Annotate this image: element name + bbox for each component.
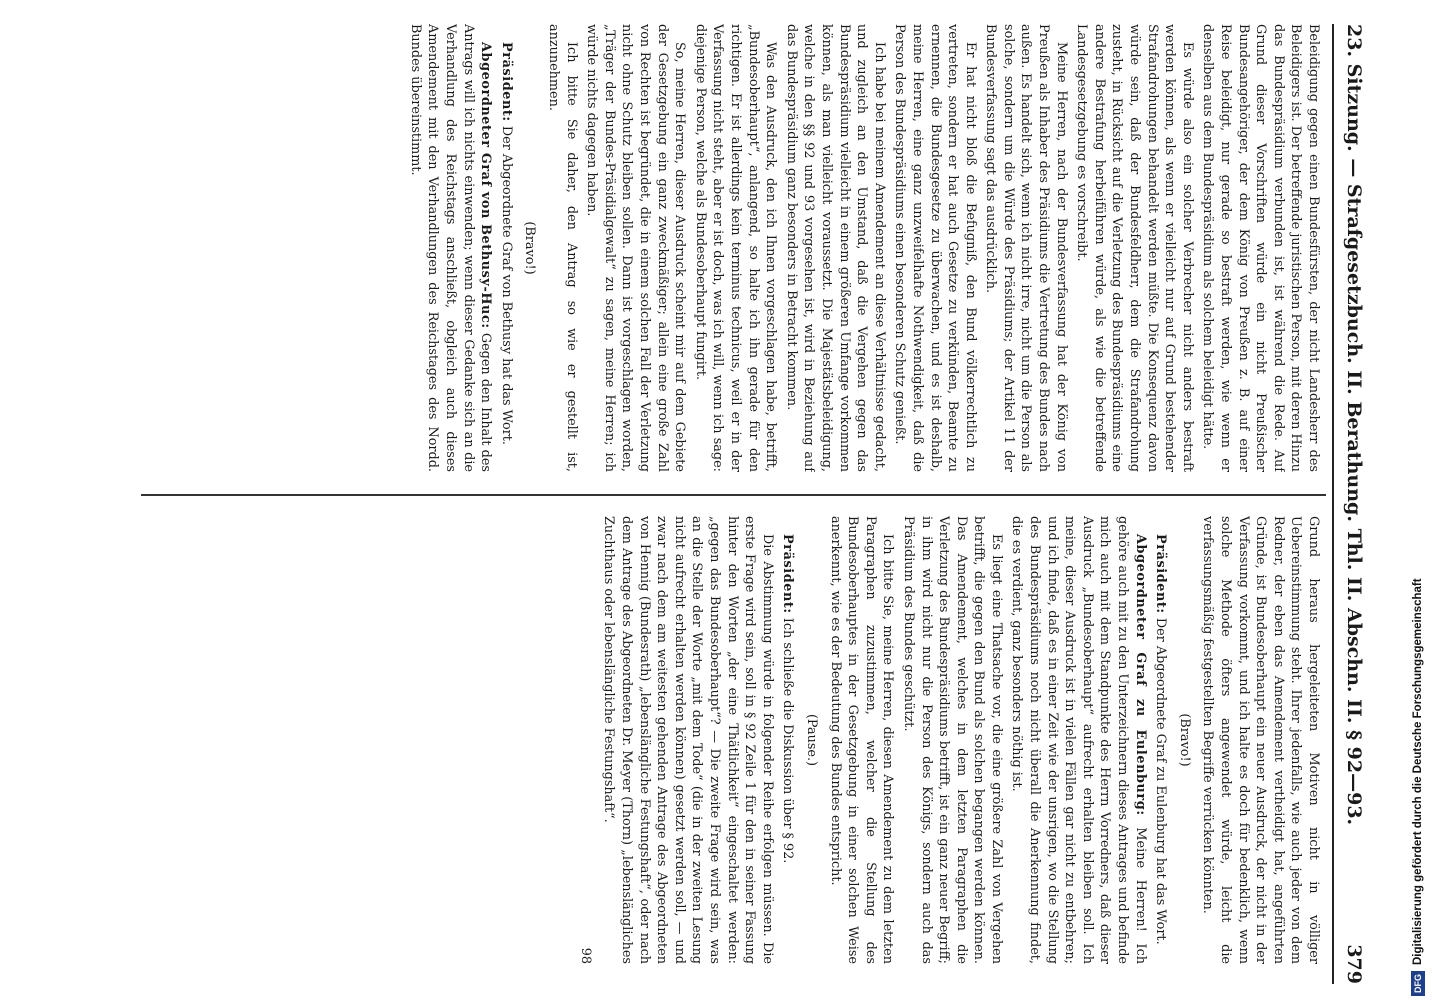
- speaker-name: Abgeordneter Graf zu Eulenburg:: [1132, 534, 1148, 816]
- paragraph: Ich habe bei meinem Amendement an diese Verhältnisse gedacht, und zugleich an den Umstand, daß die Vergehen gegen das Bundespräsidium vielleicht in einem größeren Umfange vorkommen können, als man vielleicht voraussetzt. Die Majestätsbeleidigung, welche in den §§ 92 und 93 vorgesehen ist, wird in Beziehung auf das Bundespräsidium ganz besonders in Betracht kommen.: [783, 24, 887, 472]
- paragraph: Es würde also ein solcher Verbrecher nicht anders bestraft werden können, als wenn er vielleicht nur auf Grund bestehender Strafandrohungen behandelt werden müßte. Die Konsequenz davon würde sein, daß der Bundesfeldherr, dem die Strafandrohung zusteht, in Rücksicht auf die Verletzung des Bundespräsidiums eine andere Bestrafung herbeiführen würde, als wie die betreffende Landesgesetzgebung es vorschreibt.: [1074, 24, 1195, 472]
- interjection: (Bravo!): [1176, 713, 1192, 767]
- speaker-name: Präsident:: [780, 534, 796, 614]
- speech-text: Meine Herren! Ich gehöre auch mit zu den Unterzeichnern dieses Antrages und befinde mich auch mit dem Standpunkte des Herrn Vorredners, daß dieser Ausdruck „Bundesoberhaupt“ aufrecht erhalten bleiben soll. Ich meine, dieser Ausdruck ist in vielen Fällen gar nicht zu entbehren; und ich finde, daß es in einer Zeit wie der unsrigen, wo die Stellung des Bundespräsidiums noch nicht überall die Anerkennung findet, die es verdient, ganz besonders nöthig ist.: [1009, 516, 1148, 964]
- paragraph: Was den Ausdruck, den ich Ihnen vorgeschlagen habe, betrifft, „Bundesoberhaupt“, anlangend, so halte ich ihn gerade für den richtigen. Er ist allerdings kein terminus technicus, weil er in der Verfassung nicht steht, aber er ist doch, was ich will, wenn ich sage: diejenige Person, welche als Bundesoberhaupt fungirt.: [692, 24, 779, 472]
- speaker-paragraph: [406, 24, 494, 472]
- header-rule: [1332, 24, 1334, 984]
- paragraph: So, meine Herren, dieser Ausdruck scheint mir auf dem Gebiete der Gesetzgebung ein ganz zweckmäßiger; allein eine große Zahl von Rechten ist begründet, die in einem solchen Fall der Verletzung nicht ohne Schutz bleiben sollen. Dann ist vorgeschlagen worden, „Träger der Bundes-Präsidialgewalt“ zu sagen, meine Herren; ich würde nichts dagegen haben.: [584, 24, 688, 472]
- interjection: (Bravo!): [522, 221, 538, 275]
- dfg-logo-icon: DFG: [1411, 971, 1425, 996]
- speech-text: Der Abgeordnete Graf zu Eulenburg hat das Wort.: [1153, 613, 1169, 945]
- paragraph: Beleidigung gegen einen Bundesfürsten, der nicht Landesherr des Beleidigers ist. Der betreffende juristischen Person, mit deren Hinzu das Bundespräsidium verbunden ist, ist während die Rede. Auf Grund dieser Vorschriften würde ein nicht Preußischer Bundesangehöriger, der dem König von Preußen z. B. auf einer Reise beleidigt, nur gerade so bestraft werden, wie wenn er denselben aus dem Bundespräsidium als solchem beleidigt hätte.: [1200, 24, 1321, 472]
- signature-mark: 98: [577, 947, 593, 964]
- digitization-credit: [1407, 0, 1429, 996]
- paragraph: Die Abstimmung würde in folgender Reihe erfolgen müssen. Die erste Frage wird sein, soll in § 92 Zeile 1 für den in seiner Fassung hinter den Worten „der eine Thätlichkeit“ eingeschaltet werden: „gegen das Bundesoberhaupt“? — Die zweite Frage wird sein, was an die Stelle der Worte „mit dem Tode“ (die in der zweiten Lesung nicht aufrecht erhalten werden können) gesetzt werden soll, — und zwar nach dem am weitesten gehenden Antrage des Abgeordneten von Hennig (Bundesrath) „lebenslängliche Festungshaft“, oder nach dem Antrage des Abgeordneten Dr. Meyer (Thorn) „lebenslängliches Zuchthaus oder lebenslängliche Festungshaft“.: [601, 516, 775, 964]
- page-number: 379: [1343, 944, 1365, 984]
- speaker-name: Präsident:: [498, 42, 514, 122]
- paragraph: Ich bitte Sie, meine Herren, diesen Amendement zu dem letzten Paragraphen zuzustimmen, welcher die Stellung des Bundesoberhauptes in der Gesetzgebung in einer solchen Weise anerkennt, wie es der Bedeutung des Bundes entspricht.: [827, 516, 896, 964]
- rotated-page-content: [82, 24, 1372, 984]
- left-column: [142, 24, 1322, 472]
- paragraph: Grund heraus hergeleiteten Motiven nicht in völliger Uebereinstimmung steht. Ihrer jedenfalls, wie auch jeder von dem Redner, der eben das Amendement vertheidigt hat, angeführten Gründe, ist Bundesoberhaupt ein neuer Ausdruck, der nicht in der Verfassung vorkommt, und ich halte es doch für bedenklich, wenn solche Methode öfters angewendet würde, leicht die verfassungsmäßig festgestellten Begriffe verrücken könnten.: [1200, 516, 1321, 964]
- speaker-paragraph: [1152, 516, 1170, 964]
- interjection: (Pause.): [803, 713, 819, 767]
- paragraph: Meine Herren, nach der Bundesverfassung hat der König von Preußen als Inhaber des Präsidiums die Vertretung des Bundes nach außen. Es handelt sich, wenn ich nicht irre, nicht um die Person als solche, sondern um die Würde des Präsidiums; der Artikel 11 der Bundesverfassung sagt das ausdrücklich.: [983, 24, 1069, 472]
- speech-text: Der Abgeordnete Graf von Bethusy hat das Wort.: [498, 121, 514, 445]
- right-column: [142, 516, 1322, 964]
- paragraph: Er hat nicht bloß die Befugniß, den Bund völkerrechtlich zu vertreten, sondern er hat auch Gesetze zu verkünden, Beamte zu ernennen, die Bundesgesetze zu überwachen, und es ist deshalb, meine Herren, eine ganz unzweifelhafte Nothwendigkeit, daß die Person des Bundespräsidiums einen besonderen Schutz genießt.: [892, 24, 978, 472]
- speaker-name: Präsident:: [1153, 534, 1169, 614]
- speech-text: Ich schließe die Diskussion über § 92.: [780, 613, 796, 864]
- speaker-paragraph: [1008, 516, 1149, 964]
- speaker-paragraph: [779, 516, 797, 964]
- speaker-name: Abgeordneter Graf von Bethusy-Huc:: [478, 42, 494, 329]
- column-divider: [141, 494, 1326, 496]
- paragraph: Es liegt eine Thatsache vor, die eine größere Zahl von Vergehen betrifft, die gegen den Bund als solchen begangen werden können. Das Amendement, welches in dem letzten Paragraphen die Verletzung des Bundespräsidiums betrifft, ist ein ganz neuer Begriff; in ihm wird nicht nur die Person des Königs, sondern auch das Präsidium des Bundes geschützt.: [900, 516, 1004, 964]
- header-title: 23. Sitzung. — Strafgesetzbuch. II. Berathung. Thl. II. Abschn. II. § 92—93.: [1343, 24, 1365, 826]
- credit-text: Digitalisierung gefördert durch die Deutsche Forschungsgemeinschaft: [1412, 578, 1424, 965]
- speaker-paragraph: [497, 24, 515, 472]
- speech-text: Gegen den Inhalt des Antrags will ich nichts einwenden; wenn dieser Gedanke sich an die Verhandlung des Reichstags anschließt, obgleich auch dieses Amendement mit den Verhandlungen des Reichstages des Nordd. Bundes übereinstimmt.: [407, 24, 494, 472]
- paragraph: Ich bitte Sie daher, den Antrag so wie er gestellt ist, anzunehmen.: [546, 24, 579, 472]
- running-header: [1336, 24, 1372, 984]
